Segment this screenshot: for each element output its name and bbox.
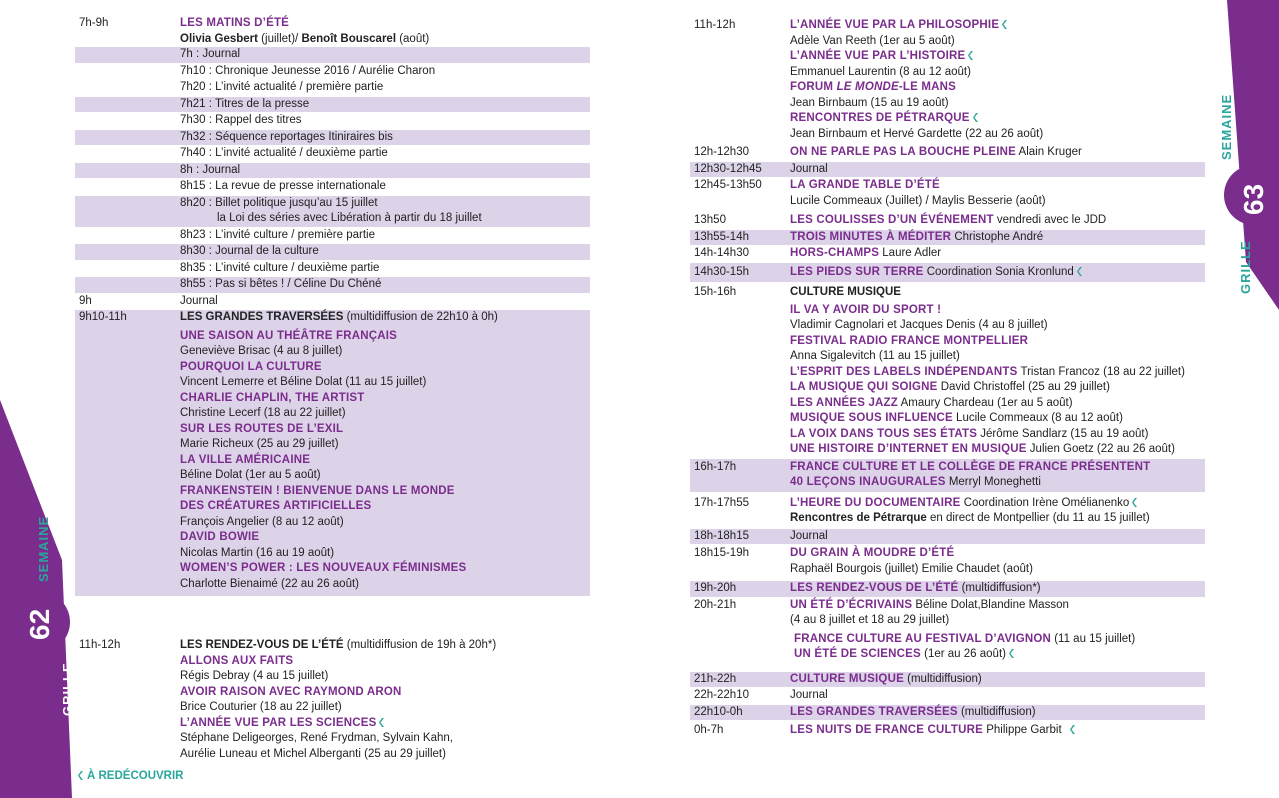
schedule-block-traversees [75, 310, 590, 596]
time-label: 12h45-13h50 [694, 179, 762, 191]
entry-author: Christine Lecerf (18 au 22 juillet) [180, 407, 346, 419]
program-text: (multidiffusion) [957, 705, 1036, 718]
list-item [75, 179, 590, 196]
item-text: 7h30 : Rappel des titres [180, 114, 302, 126]
program-title: UN ÉTÉ DE SCIENCES [794, 648, 921, 660]
time-label: 22h10-0h [694, 705, 743, 718]
list-item [75, 261, 590, 278]
item-text: 8h55 : Pas si bêtes ! / Céline Du Chéné [180, 278, 382, 290]
list-item [75, 80, 590, 97]
entry-author: Stéphane Deligeorges, René Frydman, Sylvain Kahn, [180, 732, 453, 744]
time-label: 11h-12h [79, 639, 121, 651]
entry-author: Vladimir Cagnolari et Jacques Denis (4 au 8 juillet) [790, 319, 1048, 331]
redecouvrir-icon [1002, 20, 1008, 29]
time-label: 0h-7h [694, 724, 724, 736]
entry-author: Geneviève Brisac (4 au 8 juillet) [180, 345, 343, 357]
program-text: (1er au 26 août) [920, 648, 1006, 660]
entry-author: Marie Richeux (25 au 29 juillet) [180, 438, 339, 450]
list-item [75, 47, 590, 64]
program-title: LES PIEDS SUR TERRE [790, 265, 924, 278]
title-part: FORUM [790, 81, 837, 93]
redecouvrir-icon [1070, 725, 1076, 734]
program-text: en direct de Montpellier (du 11 au 15 juillet) [926, 512, 1150, 524]
schedule-block-morning [75, 16, 590, 47]
schedule-row [690, 581, 1205, 598]
redecouvrir-icon [968, 51, 974, 60]
entry-title: L’ANNÉE VUE PAR LES SCIENCES [180, 716, 377, 729]
time-label: 18h-18h15 [694, 529, 749, 542]
entry-title: LA VILLE AMÉRICAINE [180, 453, 311, 466]
left-schedule [75, 16, 590, 596]
left-schedule-bottom [75, 638, 590, 762]
legend [78, 770, 183, 782]
item-text: 8h23 : L’invité culture / première partie [180, 228, 375, 241]
program-text: (11 au 15 juillet) [1051, 632, 1136, 645]
entry-author: Jérôme Sandlarz (15 au 19 août) [977, 427, 1149, 440]
schedule-block-college [690, 459, 1205, 493]
program-text: Alain Kruger [1015, 146, 1082, 158]
program-text: Christophe André [951, 230, 1044, 243]
time-label: 21h-22h [694, 672, 737, 685]
entry-title: UNE SAISON AU THÉÂTRE FRANÇAIS [180, 329, 398, 342]
time-label: 16h-17h [694, 460, 737, 473]
schedule-row [690, 529, 1205, 546]
title-part: -LE MANS [898, 81, 957, 93]
entry-author: Béline Dolat (1er au 5 août) [180, 469, 321, 481]
entry-title: LA VOIX DANS TOUS SES ÉTATS [790, 427, 978, 440]
program-note: (multidiffusion de 22h10 à 0h) [343, 311, 498, 323]
time-label: 19h-20h [694, 582, 737, 594]
entry-author: Emmanuel Laurentin (8 au 12 août) [790, 65, 971, 78]
entry-title: SUR LES ROUTES DE L’EXIL [180, 422, 344, 435]
entry-title: POURQUOI LA CULTURE [180, 360, 322, 373]
program-title: LES COULISSES D’UN ÉVÉNEMENT [790, 214, 994, 226]
entry-title: DES CRÉATURES ARTIFICIELLES [180, 500, 372, 512]
program-title: FRANCE CULTURE AU FESTIVAL D’AVIGNON [794, 632, 1052, 645]
time-label: 15h-16h [694, 286, 737, 298]
schedule-row [690, 213, 1205, 230]
schedule-row [690, 263, 1205, 284]
redecouvrir-icon [1009, 649, 1015, 658]
item-text: 8h15 : La revue de presse internationale [180, 180, 386, 192]
schedule-block-annee [690, 16, 1205, 142]
entry-author: Brice Couturier (18 au 22 juillet) [180, 701, 342, 713]
time-label: 18h15-19h [694, 547, 749, 559]
program-text: (multidiffusion) [903, 672, 982, 685]
schedule-row [690, 145, 1205, 162]
entry-author: Jean Birnbaum (15 au 19 août) [790, 96, 949, 109]
entry-title: CHARLIE CHAPLIN, THE ARTIST [180, 391, 365, 404]
item-text: 7h20 : L’invité actualité / première partie [180, 81, 384, 93]
list-item [75, 244, 590, 261]
entry-title: L’ANNÉE VUE PAR L’HISTOIRE [790, 50, 966, 62]
entry-title: RENCONTRES DE PÉTRARQUE [790, 112, 970, 124]
semaine-label: SEMAINE [1219, 93, 1234, 160]
redecouvrir-icon [973, 113, 979, 122]
entry-author: Anna Sigalevitch (11 au 15 juillet) [790, 350, 960, 362]
entry-title: L’ANNÉE VUE PAR LA PHILOSOPHIE [790, 19, 1000, 31]
program-text: vendredi avec le JDD [993, 214, 1107, 226]
schedule-block-culture [690, 283, 1205, 459]
program-title: LES GRANDES TRAVERSÉES [790, 705, 958, 718]
schedule-block-documentaire [690, 493, 1205, 528]
time-label: 13h55-14h [694, 230, 749, 243]
entry-author: Charlotte Bienaimé (22 au 26 août) [180, 577, 359, 590]
program-text: Coordination Sonia Kronlund [923, 265, 1074, 278]
program-text: Merryl Moneghetti [945, 476, 1041, 488]
entry-title: IL VA Y AVOIR DU SPORT ! [790, 303, 942, 316]
item-text: 7h32 : Séquence reportages Itiniraires bis [180, 130, 393, 143]
program-title: 40 LEÇONS INAUGURALES [790, 476, 946, 488]
entry-author: Amaury Chardeau (1er au 5 août) [898, 396, 1073, 409]
program-text: Philippe Garbit [983, 724, 1062, 736]
item-text: 7h10 : Chronique Jeunesse 2016 / Aurélie Charon [180, 64, 436, 77]
legend-label: À REDÉCOUVRIR [87, 770, 184, 782]
entry-author: François Angelier (8 au 12 août) [180, 515, 344, 528]
entry-title: UNE HISTOIRE D’INTERNET EN MUSIQUE [790, 443, 1027, 455]
program-title: ON NE PARLE PAS LA BOUCHE PLEINE [790, 146, 1016, 158]
redecouvrir-icon [1077, 267, 1083, 276]
list-item [75, 113, 590, 130]
list-item [75, 228, 590, 245]
time-label: 12h30-12h45 [694, 162, 762, 175]
time-label: 22h-22h10 [694, 689, 749, 701]
entry-title: FESTIVAL RADIO FRANCE MONTPELLIER [790, 334, 1029, 347]
band-shape [1227, 0, 1279, 310]
program-title: L’HEURE DU DOCUMENTAIRE [790, 496, 961, 509]
program-title: LES MATINS D’ÉTÉ [180, 17, 290, 29]
program-text: (multidiffusion*) [958, 582, 1041, 594]
schedule-row [690, 705, 1205, 722]
item-text: 8h35 : L’invité culture / deuxième partie [180, 261, 380, 274]
time-label: 11h-12h [694, 19, 736, 31]
program-note: (multidiffusion de 19h à 20h*) [343, 639, 497, 651]
item-text: 7h40 : L’invité actualité / deuxième partie [180, 147, 388, 159]
list-item [75, 130, 590, 147]
entry-author: Nicolas Martin (16 au 19 août) [180, 546, 335, 559]
item-text: 7h21 : Titres de la presse [180, 97, 310, 110]
entry-title: MUSIQUE SOUS INFLUENCE [790, 412, 953, 424]
item-text: 7h : Journal [180, 48, 241, 60]
entry-author: Adèle Van Reeth (1er au 5 août) [790, 34, 955, 47]
list-item [75, 196, 590, 228]
grille-label: GRILLE [60, 662, 75, 716]
schedule-row [690, 178, 1205, 210]
entry-author: Régis Debray (4 au 15 juillet) [180, 670, 329, 682]
time-label: 14h30-15h [694, 265, 749, 278]
schedule-row [690, 162, 1205, 179]
program-text: Béline Dolat,Blandine Masson [912, 598, 1069, 611]
host-note: (août) [396, 32, 430, 45]
program-title: LA GRANDE TABLE D’ÉTÉ [790, 179, 940, 191]
program-title: LES RENDEZ-VOUS DE L’ÉTÉ [790, 582, 959, 594]
program-title: TROIS MINUTES À MÉDITER [790, 230, 952, 243]
entry-title: LA MUSIQUE QUI SOIGNE [790, 381, 938, 393]
program-text: Coordination Irène Omélianenko [960, 496, 1130, 509]
entry-title: DAVID BOWIE [180, 531, 260, 543]
entry-author: Tristan Francoz (18 au 22 juillet) [1017, 365, 1185, 378]
program-title: CULTURE MUSIQUE [790, 286, 901, 298]
program-text: Journal [790, 529, 828, 542]
time-label: 7h-9h [79, 17, 109, 29]
time-label: 9h [79, 294, 92, 307]
program-text: Raphaël Bourgois (juillet) Emilie Chaudet (août) [790, 562, 1033, 575]
schedule-row [690, 246, 1205, 263]
item-text: 8h30 : Journal de la culture [180, 245, 319, 257]
program-title: DU GRAIN À MOUDRE D’ÉTÉ [790, 547, 955, 559]
list-item [75, 146, 590, 163]
host-name: Olivia Gesbert [180, 32, 258, 45]
program-text: Journal [180, 294, 218, 307]
right-side-band [1130, 0, 1279, 798]
entry-title: LES ANNÉES JAZZ [790, 396, 899, 409]
program-title: LES RENDEZ-VOUS DE L’ÉTÉ [180, 639, 344, 651]
item-text: la Loi des séries avec Libération à partir du 18 juillet [217, 212, 482, 224]
entry-author: Aurélie Luneau et Michel Alberganti (25 au 29 juillet) [180, 747, 446, 760]
time-label: 20h-21h [694, 598, 737, 611]
time-label: 12h-12h30 [694, 146, 749, 158]
entry-author: David Christoffel (25 au 29 juillet) [937, 381, 1110, 393]
entry-author: Vincent Lemerre et Béline Dolat (11 au 15 juillet) [180, 376, 427, 388]
list-item [75, 277, 590, 294]
program-text: Laure Adler [879, 247, 942, 259]
entry-title: L’ESPRIT DES LABELS INDÉPENDANTS [790, 365, 1018, 378]
list-item [75, 64, 590, 81]
list-item [75, 163, 590, 180]
semaine-label: SEMAINE [36, 515, 51, 582]
program-title: CULTURE MUSIQUE [790, 672, 904, 685]
program-text: Lucile Commeaux (Juillet) / Maylis Besserie (août) [790, 194, 1046, 207]
program-text: Journal [790, 162, 828, 175]
time-label: 14h-14h30 [694, 247, 749, 259]
program-title: LES GRANDES TRAVERSÉES [180, 311, 344, 323]
title-part: LE MONDE [836, 81, 899, 93]
schedule-row [690, 230, 1205, 247]
right-schedule [690, 16, 1205, 740]
schedule-block-rendezvous [75, 638, 590, 762]
host-note: (juillet)/ [257, 32, 302, 45]
page-number: 63 [1238, 183, 1269, 215]
entry-author: Julien Goetz (22 au 26 août) [1026, 443, 1175, 455]
entry-title: FRANKENSTEIN ! BIENVENUE DANS LE MONDE [180, 484, 455, 497]
entry-title: ALLONS AUX FAITS [180, 654, 294, 667]
schedule-row [690, 672, 1205, 689]
program-text: Journal [790, 689, 828, 701]
program-title: FRANCE CULTURE ET LE COLLÈGE DE FRANCE PRÉSENTENT [790, 460, 1151, 473]
program-title: UN ÉTÉ D’ÉCRIVAINS [790, 598, 913, 611]
time-label: 17h-17h55 [694, 496, 749, 509]
redecouvrir-icon [78, 771, 84, 780]
item-text: 8h : Journal [180, 163, 241, 176]
time-label: 9h10-11h [79, 311, 127, 323]
entry-title: WOMEN’S POWER : LES NOUVEAUX FÉMINISMES [180, 562, 467, 574]
host-name: Benoît Bouscarel [301, 32, 397, 45]
program-subtitle: Rencontres de Pétrarque [790, 512, 927, 524]
page-number: 62 [24, 608, 55, 640]
schedule-row [75, 294, 590, 311]
list-item [75, 97, 590, 114]
program-title: LES NUITS DE FRANCE CULTURE [790, 724, 984, 736]
entry-author: Jean Birnbaum et Hervé Gardette (22 au 26 août) [790, 127, 1044, 140]
entry-author: Lucile Commeaux (8 au 12 août) [952, 412, 1123, 424]
entry-title: AVOIR RAISON AVEC RAYMOND ARON [180, 685, 402, 698]
program-title: HORS-CHAMPS [790, 247, 880, 259]
schedule-block-ecrivains [690, 598, 1205, 669]
schedule-block-grain [690, 545, 1205, 578]
redecouvrir-icon [379, 718, 385, 727]
time-label: 13h50 [694, 214, 726, 226]
program-text: (4 au 8 juillet et 18 au 29 juillet) [790, 614, 950, 626]
schedule-row [690, 688, 1205, 705]
schedule-row [690, 721, 1205, 740]
grille-label: GRILLE [1238, 240, 1253, 294]
item-text: 8h20 : Billet politique jusqu’au 15 juillet [180, 196, 378, 209]
